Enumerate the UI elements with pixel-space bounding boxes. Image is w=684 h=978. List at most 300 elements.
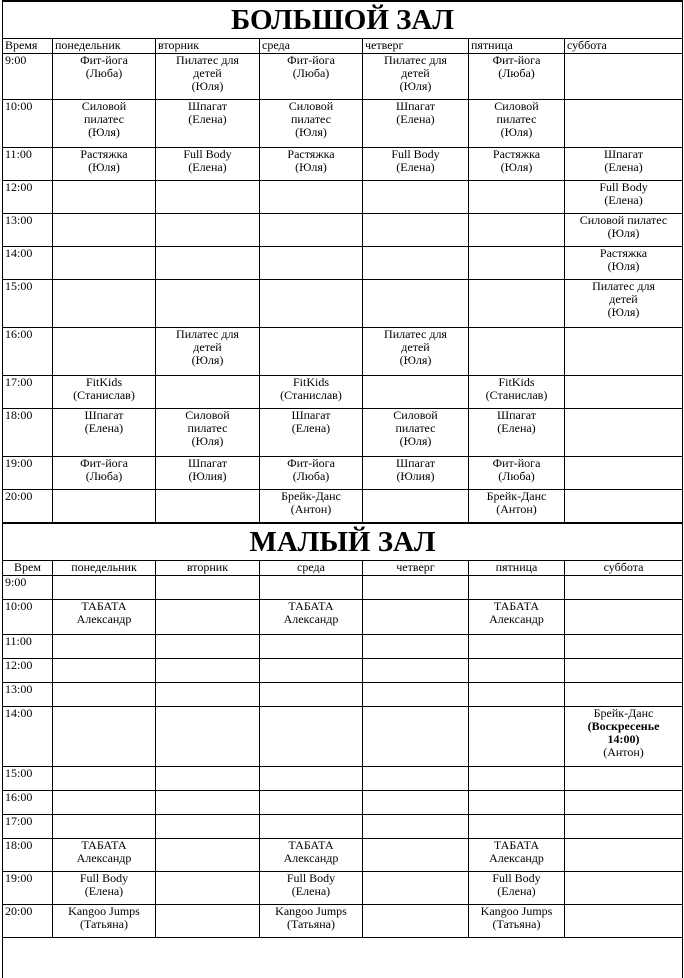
column-header: четверг xyxy=(363,39,469,54)
class-line: (Елена) xyxy=(84,421,124,435)
class-line: Шпагат xyxy=(604,147,644,161)
column-header: понедельник xyxy=(53,39,156,54)
class-cell xyxy=(469,790,565,814)
class-cell xyxy=(363,904,469,937)
class-line: (Елена) xyxy=(497,883,536,898)
class-line: Силовой xyxy=(185,408,230,422)
class-cell xyxy=(565,376,683,409)
class-line: Фит-йога xyxy=(492,53,541,67)
class-cell xyxy=(363,790,469,814)
class-cell xyxy=(260,575,363,599)
class-line: Растяжка xyxy=(80,147,128,161)
class-cell xyxy=(156,682,260,706)
class-cell xyxy=(469,247,565,280)
class-line: (Юля) xyxy=(399,353,432,367)
class-line: Kangoo Jumps xyxy=(68,903,140,918)
class-cell xyxy=(260,328,363,376)
class-cell xyxy=(565,181,683,214)
class-cell xyxy=(363,214,469,247)
time-cell: 9:00 xyxy=(3,575,53,599)
class-line: Силовой xyxy=(288,99,334,113)
class-cell xyxy=(565,100,683,148)
class-line: пилатес xyxy=(290,112,332,126)
class-cell xyxy=(53,490,156,523)
class-cell xyxy=(260,148,363,181)
time-cell: 20:00 xyxy=(3,904,53,937)
small-hall-title-row xyxy=(3,523,683,561)
class-cell xyxy=(156,54,260,100)
class-cell xyxy=(565,814,683,838)
class-cell xyxy=(363,658,469,682)
class-line: Брейк-Данс xyxy=(593,705,654,720)
class-cell xyxy=(363,706,469,766)
class-cell xyxy=(565,457,683,490)
class-line: (Люба) xyxy=(85,469,123,483)
class-line: (Юля) xyxy=(399,434,432,448)
class-cell xyxy=(156,790,260,814)
class-line: (Люба) xyxy=(292,469,330,483)
column-header: Врем xyxy=(3,560,53,575)
column-header: суббота xyxy=(565,39,683,54)
column-header: вторник xyxy=(156,39,260,54)
schedule-row xyxy=(3,838,683,871)
class-cell xyxy=(469,457,565,490)
class-line: Пилатес для xyxy=(592,279,655,293)
class-cell xyxy=(156,280,260,328)
class-cell xyxy=(469,814,565,838)
class-cell xyxy=(156,376,260,409)
class-cell xyxy=(469,871,565,904)
class-cell xyxy=(53,838,156,871)
schedule-row xyxy=(3,682,683,706)
class-cell xyxy=(53,575,156,599)
class-line: Силовой xyxy=(494,99,539,113)
class-line: (Антон) xyxy=(290,502,332,516)
time-cell: 11:00 xyxy=(3,148,53,181)
class-line: (Елена) xyxy=(84,883,124,898)
class-cell xyxy=(156,904,260,937)
class-line: Шпагат xyxy=(187,99,228,113)
big-hall-header-row xyxy=(3,39,683,54)
footer-row xyxy=(3,937,683,978)
class-line: Пилатес для xyxy=(176,327,239,341)
class-line: Александр xyxy=(283,850,339,865)
class-cell xyxy=(156,490,260,523)
class-cell xyxy=(260,682,363,706)
class-line: Пилатес для xyxy=(384,327,447,341)
class-line: Фит-йога xyxy=(287,456,335,470)
time-cell: 14:00 xyxy=(3,706,53,766)
class-cell xyxy=(260,457,363,490)
schedule-row xyxy=(3,790,683,814)
column-header: суббота xyxy=(565,560,683,575)
class-line: Александр xyxy=(283,611,339,626)
footer-cell xyxy=(3,937,683,978)
class-cell xyxy=(363,457,469,490)
class-line: Шпагат xyxy=(395,99,436,113)
class-line: (Елена) xyxy=(291,883,331,898)
class-cell xyxy=(363,682,469,706)
schedule-row xyxy=(3,148,683,181)
class-line: детей xyxy=(401,66,430,80)
class-line: Растяжка xyxy=(599,246,648,260)
class-cell xyxy=(565,148,683,181)
schedule-row xyxy=(3,280,683,328)
class-cell xyxy=(565,766,683,790)
class-cell xyxy=(565,599,683,634)
time-cell: 9:00 xyxy=(3,54,53,100)
class-line: Шпагат xyxy=(395,456,436,470)
class-cell xyxy=(260,706,363,766)
class-cell xyxy=(53,766,156,790)
class-cell xyxy=(260,790,363,814)
class-line: ТАБАТА xyxy=(288,598,334,613)
class-cell xyxy=(565,280,683,328)
class-line: (Воскресенье xyxy=(587,718,660,733)
class-line: (Юля) xyxy=(607,259,640,273)
class-line: Пилатес для xyxy=(176,53,239,67)
class-line: Силовой xyxy=(81,99,127,113)
class-cell xyxy=(363,634,469,658)
class-line: (Станислав) xyxy=(485,388,548,402)
class-line: Александр xyxy=(489,850,544,865)
schedule-row xyxy=(3,490,683,523)
class-cell xyxy=(156,247,260,280)
schedule-row xyxy=(3,814,683,838)
class-line: (Юля) xyxy=(295,160,327,174)
class-line: (Юля) xyxy=(607,305,640,319)
class-line: FitKids xyxy=(498,375,535,389)
class-line: Шпагат xyxy=(496,408,537,422)
class-line: Full Body xyxy=(79,870,129,885)
class-cell xyxy=(53,54,156,100)
class-line: (Елена) xyxy=(396,112,435,126)
schedule-table xyxy=(2,0,683,978)
big-hall-title: БОЛЬШОЙ ЗАЛ xyxy=(3,1,683,39)
class-cell xyxy=(565,54,683,100)
class-line: Фит-йога xyxy=(80,53,128,67)
class-line: FitKids xyxy=(85,375,122,389)
class-cell xyxy=(469,658,565,682)
class-line: (Татьяна) xyxy=(286,916,336,931)
class-cell xyxy=(53,247,156,280)
time-cell: 12:00 xyxy=(3,181,53,214)
time-cell: 17:00 xyxy=(3,814,53,838)
class-cell xyxy=(53,457,156,490)
class-line: (Юля) xyxy=(191,353,224,367)
time-cell: 11:00 xyxy=(3,634,53,658)
class-line: (Елена) xyxy=(604,160,643,174)
class-line: Брейк-Данс xyxy=(281,489,341,503)
schedule-row xyxy=(3,328,683,376)
class-cell xyxy=(53,409,156,457)
class-cell xyxy=(469,409,565,457)
class-line: (Юля) xyxy=(88,160,120,174)
class-cell xyxy=(363,328,469,376)
class-line: (Люба) xyxy=(292,66,330,80)
class-line: (Юля) xyxy=(295,125,327,139)
class-cell xyxy=(469,376,565,409)
class-cell xyxy=(260,814,363,838)
class-line: Силовой пилатес xyxy=(579,213,668,227)
class-line: (Елена) xyxy=(291,421,331,435)
time-cell: 10:00 xyxy=(3,100,53,148)
class-line: (Юля) xyxy=(399,79,432,93)
class-line: (Станислав) xyxy=(280,388,342,402)
class-cell xyxy=(363,100,469,148)
class-cell xyxy=(363,814,469,838)
class-line: детей xyxy=(401,340,430,354)
class-line: Kangoo Jumps xyxy=(275,903,347,918)
class-cell xyxy=(565,409,683,457)
time-cell: 12:00 xyxy=(3,658,53,682)
class-line: FitKids xyxy=(292,375,329,389)
class-cell xyxy=(53,599,156,634)
class-cell xyxy=(260,376,363,409)
schedule-row xyxy=(3,766,683,790)
column-header: пятница xyxy=(469,39,565,54)
class-line: детей xyxy=(193,66,222,80)
schedule-row xyxy=(3,181,683,214)
class-cell xyxy=(260,181,363,214)
time-cell: 13:00 xyxy=(3,214,53,247)
class-cell xyxy=(469,682,565,706)
column-header: пятница xyxy=(469,560,565,575)
class-cell xyxy=(156,575,260,599)
class-line: детей xyxy=(193,340,222,354)
column-header: четверг xyxy=(363,560,469,575)
class-cell xyxy=(53,871,156,904)
schedule-row xyxy=(3,457,683,490)
class-cell xyxy=(363,247,469,280)
class-cell xyxy=(260,838,363,871)
class-cell xyxy=(469,575,565,599)
class-cell xyxy=(53,280,156,328)
class-line: Full Body xyxy=(286,870,336,885)
class-cell xyxy=(565,706,683,766)
class-cell xyxy=(156,766,260,790)
class-line: Full Body xyxy=(599,180,648,194)
class-cell xyxy=(53,148,156,181)
class-line: Брейк-Данс xyxy=(486,489,547,503)
class-line: (Юля) xyxy=(500,125,533,139)
class-line: ТАБАТА xyxy=(81,598,127,613)
class-line: (Елена) xyxy=(188,112,227,126)
time-cell: 16:00 xyxy=(3,790,53,814)
class-cell xyxy=(156,658,260,682)
class-cell xyxy=(469,838,565,871)
class-cell xyxy=(53,814,156,838)
class-line: Full Body xyxy=(391,147,440,161)
time-cell: 14:00 xyxy=(3,247,53,280)
time-cell: 19:00 xyxy=(3,871,53,904)
class-cell xyxy=(53,634,156,658)
class-line: Пилатес для xyxy=(384,53,447,67)
schedule-row xyxy=(3,247,683,280)
class-cell xyxy=(469,100,565,148)
class-line: Шпагат xyxy=(187,456,228,470)
class-cell xyxy=(260,766,363,790)
class-line: (Елена) xyxy=(396,160,435,174)
class-cell xyxy=(565,682,683,706)
class-cell xyxy=(53,706,156,766)
time-cell: 20:00 xyxy=(3,490,53,523)
class-cell xyxy=(469,634,565,658)
schedule-page xyxy=(2,0,682,978)
column-header: вторник xyxy=(156,560,260,575)
class-cell xyxy=(469,54,565,100)
class-line: Фит-йога xyxy=(80,456,128,470)
class-cell xyxy=(156,838,260,871)
class-cell xyxy=(53,904,156,937)
class-cell xyxy=(260,247,363,280)
class-cell xyxy=(363,871,469,904)
class-line: (Люба) xyxy=(498,66,535,80)
class-line: (Люба) xyxy=(85,66,123,80)
class-cell xyxy=(469,706,565,766)
class-line: Шпагат xyxy=(84,408,124,422)
schedule-row xyxy=(3,706,683,766)
schedule-row xyxy=(3,214,683,247)
column-header: среда xyxy=(260,39,363,54)
column-header: среда xyxy=(260,560,363,575)
time-cell: 17:00 xyxy=(3,376,53,409)
class-line: (Антон) xyxy=(496,502,537,516)
class-cell xyxy=(565,214,683,247)
small-hall-title: МАЛЫЙ ЗАЛ xyxy=(3,523,683,561)
class-cell xyxy=(260,54,363,100)
class-cell xyxy=(363,490,469,523)
column-header: понедельник xyxy=(53,560,156,575)
class-line: (Станислав) xyxy=(73,388,135,402)
schedule-row xyxy=(3,409,683,457)
class-line: (Елена) xyxy=(604,193,643,207)
class-cell xyxy=(469,904,565,937)
class-line: (Татьяна) xyxy=(79,916,129,931)
class-cell xyxy=(53,181,156,214)
class-line: детей xyxy=(609,292,638,306)
class-line: Александр xyxy=(76,850,132,865)
schedule-row xyxy=(3,100,683,148)
class-cell xyxy=(260,658,363,682)
class-line: Full Body xyxy=(183,147,232,161)
class-line: пилатес xyxy=(496,112,537,126)
class-cell xyxy=(469,328,565,376)
class-cell xyxy=(565,838,683,871)
class-cell xyxy=(260,599,363,634)
class-cell xyxy=(156,706,260,766)
class-line: ТАБАТА xyxy=(493,837,540,852)
schedule-row xyxy=(3,904,683,937)
class-cell xyxy=(53,328,156,376)
time-cell: 13:00 xyxy=(3,682,53,706)
class-cell xyxy=(53,376,156,409)
time-cell: 10:00 xyxy=(3,599,53,634)
class-line: 14:00) xyxy=(607,731,640,746)
class-cell xyxy=(53,100,156,148)
class-cell xyxy=(156,409,260,457)
class-line: (Антон) xyxy=(603,744,644,759)
class-line: (Юля) xyxy=(191,434,224,448)
schedule-row xyxy=(3,658,683,682)
schedule-row xyxy=(3,634,683,658)
class-line: Full Body xyxy=(492,870,541,885)
class-cell xyxy=(156,871,260,904)
class-line: Растяжка xyxy=(492,147,541,161)
class-cell xyxy=(363,181,469,214)
small-hall-header-row xyxy=(3,560,683,575)
class-line: ТАБАТА xyxy=(81,837,127,852)
class-cell xyxy=(469,214,565,247)
class-line: (Елена) xyxy=(188,160,227,174)
class-cell xyxy=(565,634,683,658)
class-cell xyxy=(565,871,683,904)
class-line: Фит-йога xyxy=(287,53,335,67)
class-cell xyxy=(260,904,363,937)
class-line: (Татьяна) xyxy=(492,916,541,931)
time-cell: 18:00 xyxy=(3,838,53,871)
class-cell xyxy=(469,148,565,181)
class-line: (Юля) xyxy=(88,125,120,139)
class-cell xyxy=(469,766,565,790)
class-line: пилатес xyxy=(395,421,436,435)
class-line: (Юлия) xyxy=(396,469,435,483)
time-cell: 18:00 xyxy=(3,409,53,457)
class-line: пилатес xyxy=(83,112,125,126)
schedule-row xyxy=(3,54,683,100)
class-cell xyxy=(156,148,260,181)
class-line: Фит-йога xyxy=(492,456,541,470)
schedule-row xyxy=(3,575,683,599)
column-header: Время xyxy=(3,39,53,54)
class-cell xyxy=(363,54,469,100)
class-cell xyxy=(156,214,260,247)
class-cell xyxy=(363,280,469,328)
class-cell xyxy=(363,599,469,634)
class-cell xyxy=(565,490,683,523)
class-cell xyxy=(53,658,156,682)
class-cell xyxy=(469,181,565,214)
class-cell xyxy=(363,376,469,409)
class-cell xyxy=(260,280,363,328)
class-cell xyxy=(565,658,683,682)
class-cell xyxy=(565,247,683,280)
big-hall-title-row xyxy=(3,1,683,39)
class-cell xyxy=(156,599,260,634)
class-cell xyxy=(260,409,363,457)
time-cell: 19:00 xyxy=(3,457,53,490)
class-line: ТАБАТА xyxy=(288,837,334,852)
time-cell: 16:00 xyxy=(3,328,53,376)
class-line: (Юля) xyxy=(191,79,224,93)
class-line: Александр xyxy=(489,611,544,626)
class-cell xyxy=(565,575,683,599)
schedule-row xyxy=(3,599,683,634)
class-line: Шпагат xyxy=(291,408,331,422)
class-line: Силовой xyxy=(393,408,438,422)
class-cell xyxy=(363,838,469,871)
class-cell xyxy=(363,766,469,790)
class-line: Растяжка xyxy=(287,147,335,161)
class-cell xyxy=(156,181,260,214)
class-cell xyxy=(260,100,363,148)
class-line: пилатес xyxy=(187,421,228,435)
time-cell: 15:00 xyxy=(3,766,53,790)
class-cell xyxy=(156,328,260,376)
class-line: (Люба) xyxy=(498,469,535,483)
class-cell xyxy=(469,599,565,634)
class-line: (Юлия) xyxy=(188,469,227,483)
